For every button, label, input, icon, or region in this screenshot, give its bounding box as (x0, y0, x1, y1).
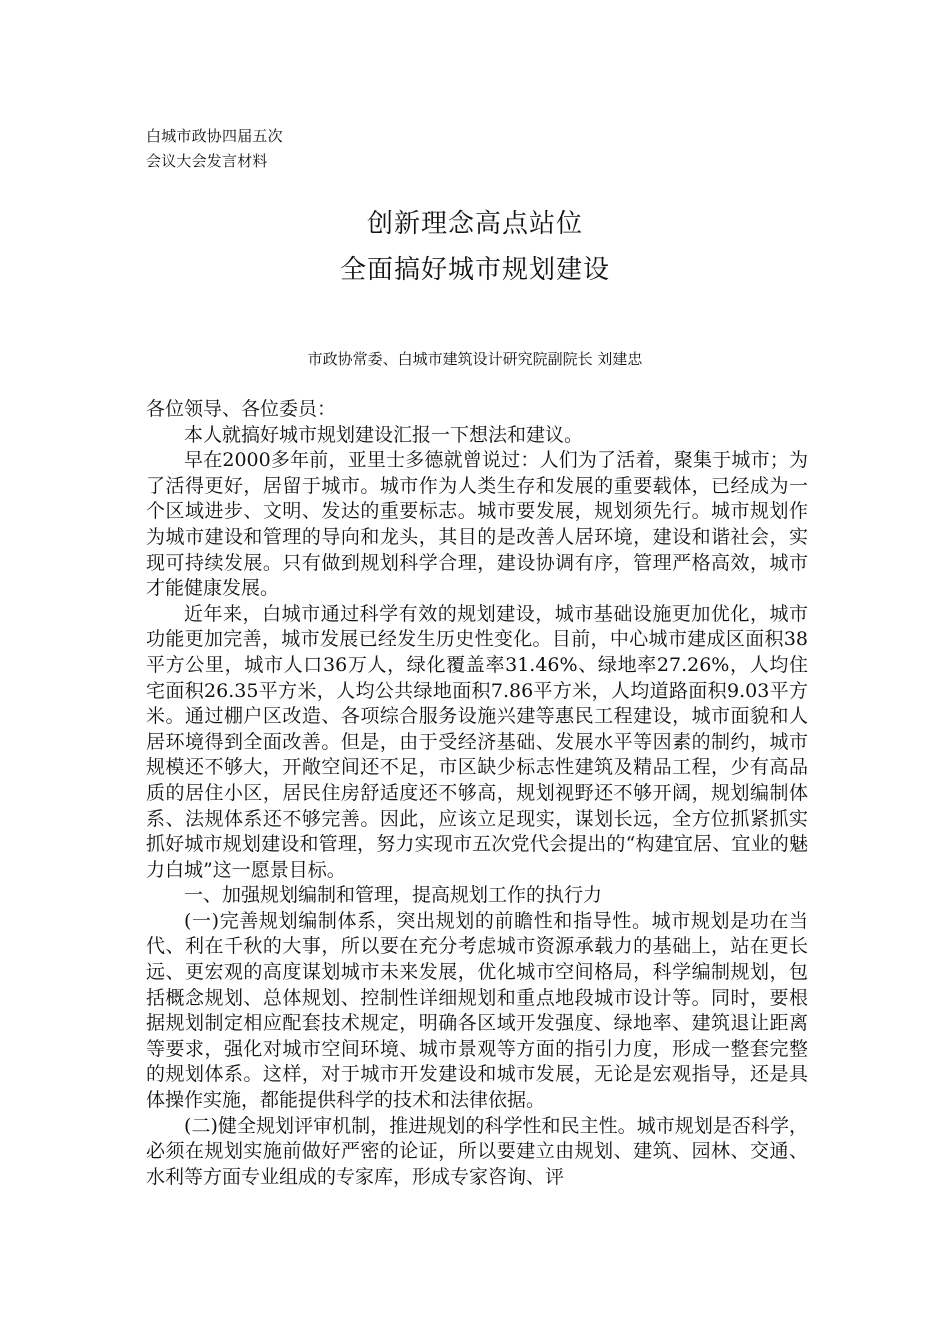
paragraph-aristotle: 早在2000多年前，亚里士多德就曾说过：人们为了活着，聚集于城市；为了活得更好，居留于城市。城市作为人类生存和发展的重要载体，已经成为一个区域进步、文明、发达的重要标志。城市要发展，规划须先行。城市规划作为城市建设和管理的导向和龙头，其目的是改善人居环境，建设和谐社会，实现可持续发展。只有做到规划科学合理，建设协调有序，管理严格高效，城市才能健康发展。 (146, 449, 808, 600)
header-line-1: 白城市政协四届五次 (146, 127, 283, 145)
paragraph-review-mechanism: (二)健全规划评审机制，推进规划的科学性和民主性。城市规划是否科学，必须在规划实施前做好严密的论证，所以要建立由规划、建筑、园林、交通、水利等方面专业组成的专家库，形成专家咨询、评 (146, 1114, 808, 1188)
title-line-2: 全面搞好城市规划建设 (339, 255, 610, 285)
section-heading-1: 一、加强规划编制和管理，提高规划工作的执行力 (184, 884, 603, 907)
author-line: 市政协常委、白城市建筑设计研究院副院长 刘建忠 (307, 350, 643, 368)
document-title (0, 201, 950, 293)
title-line-1: 创新理念高点站位 (366, 209, 583, 239)
document-header (146, 124, 446, 174)
header-line-2: 会议大会发言材料 (146, 152, 268, 170)
paragraph-planning-system: (一)完善规划编制体系，突出规划的前瞻性和指导性。城市规划是功在当代、利在千秋的大事，所以要在充分考虑城市资源承载力的基础上，站在更长远、更宏观的高度谋划城市未来发展，优化城市空间格局，科学编制规划，包括概念规划、总体规划、控制性详细规划和重点地段城市设计等。同时，要根据规划制定相应配套技术规定，明确各区域开发强度、绿地率、建筑退让距离等要求，强化对城市空间环境、城市景观等方面的指引力度，形成一整套完整的规划体系。这样，对于城市开发建设和城市发展，无论是宏观指导，还是具体操作实施，都能提供科学的技术和法律依据。 (146, 909, 808, 1112)
paragraph-current-state: 近年来，白城市通过科学有效的规划建设，城市基础设施更加优化，城市功能更加完善，城市发展已经发生历史性变化。目前，中心城市建成区面积38平方公里，城市人口36万人，绿化覆盖率31.46%、绿地率27.26%，人均住宅面积26.35平方米，人均公共绿地面积7.86平方米，人均道路面积9.03平方米。通过棚户区改造、各项综合服务设施兴建等惠民工程建设，城市面貌和人居环境得到全面改善。但是，由于受经济基础、发展水平等因素的制约，城市规模还不够大，开敞空间还不足，市区缺少标志性建筑及精品工程，少有高品质的居住小区，居民住房舒适度还不够高，规划视野还不够开阔，规划编制体系、法规体系还不够完善。因此，应该立足现实，谋划长远，全方位抓紧抓实抓好城市规划建设和管理，努力实现市五次党代会提出的“构建宜居、宜业的魅力白城”这一愿景目标。 (146, 602, 808, 881)
document-body (146, 397, 808, 1190)
paragraph-intro: 本人就搞好城市规划建设汇报一下想法和建议。 (184, 423, 584, 446)
salutation: 各位领导、各位委员： (146, 398, 337, 420)
